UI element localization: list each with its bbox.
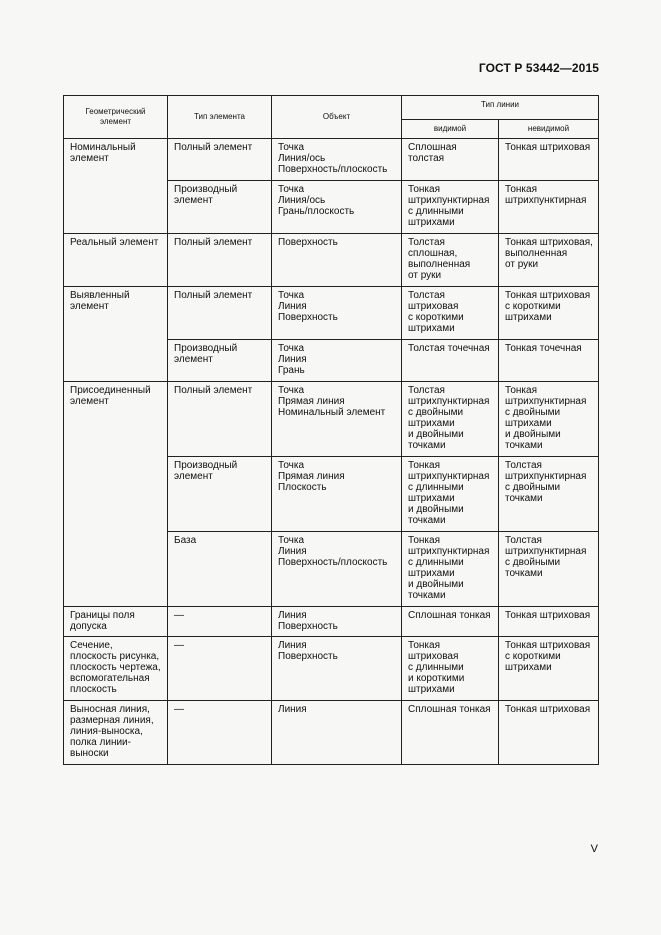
cell-object-line: Прямая линия — [278, 471, 345, 482]
cell-element-type-line: Полный элемент — [174, 142, 253, 153]
cell-visible-line — [402, 637, 499, 701]
cell-object — [272, 637, 402, 701]
cell-geom-element — [64, 382, 168, 607]
cell-invisible-line — [499, 340, 599, 382]
header-object: Объект — [272, 96, 402, 139]
cell-invisible-line-line: Толстая — [505, 535, 542, 546]
cell-visible-line-line: штрихами — [408, 323, 455, 334]
cell-object-line: Поверхность/плоскость — [278, 557, 388, 568]
table-row — [64, 234, 599, 287]
cell-visible-line-line: и двойными — [408, 504, 464, 515]
header-line-type: Тип линии — [402, 96, 599, 120]
cell-geom-element-line: элемент — [70, 301, 109, 312]
cell-element-type-line: Полный элемент — [174, 290, 253, 301]
cell-geom-element-line: Границы поля — [70, 610, 135, 621]
cell-visible-line-line: штрихпунктирная — [408, 471, 490, 482]
cell-visible-line-line: штрихами — [408, 217, 455, 228]
cell-invisible-line-line: Тонкая — [505, 385, 537, 396]
cell-element-type — [168, 457, 272, 532]
cell-element-type-line: Полный элемент — [174, 385, 253, 396]
cell-element-type — [168, 701, 272, 765]
cell-geom-element-line: элемент — [70, 153, 109, 164]
cell-object — [272, 234, 402, 287]
cell-object-line: Линия — [278, 354, 307, 365]
cell-visible-line-line: с короткими — [408, 312, 464, 323]
cell-visible-line — [402, 457, 499, 532]
cell-visible-line — [402, 701, 499, 765]
cell-visible-line-line: Сплошная тонкая — [408, 610, 491, 621]
cell-object-line: Грань — [278, 365, 305, 376]
cell-visible-line-line: Толстая точечная — [408, 343, 490, 354]
cell-element-type-line: Производный — [174, 460, 238, 471]
cell-invisible-line — [499, 607, 599, 637]
cell-visible-line-line: штриховая — [408, 301, 459, 312]
cell-visible-line — [402, 607, 499, 637]
cell-geom-element-line: элемент — [70, 396, 109, 407]
cell-visible-line-line: Толстая — [408, 237, 445, 248]
cell-invisible-line — [499, 637, 599, 701]
cell-object-line: Поверхность — [278, 312, 338, 323]
cell-visible-line-line: Сплошная — [408, 142, 457, 153]
cell-geom-element-line: Выносная линия, — [70, 704, 150, 715]
cell-invisible-line-line: от руки — [505, 259, 539, 270]
cell-object-line: Точка — [278, 385, 305, 396]
cell-object — [272, 139, 402, 181]
cell-visible-line-line: штрихпунктирная — [408, 195, 490, 206]
cell-visible-line-line: с длинными — [408, 482, 464, 493]
cell-invisible-line-line: выполненная — [505, 248, 568, 259]
cell-geom-element-line: плоскость рисунка, — [70, 651, 160, 662]
cell-invisible-line-line: точками — [505, 493, 543, 504]
cell-object-line: Поверхность — [278, 621, 338, 632]
cell-object-line: Линия — [278, 610, 307, 621]
cell-invisible-line — [499, 701, 599, 765]
cell-geom-element-line: Выявленный — [70, 290, 130, 301]
cell-element-type — [168, 637, 272, 701]
cell-invisible-line-line: Толстая — [505, 460, 542, 471]
cell-visible-line-line: точками — [408, 590, 446, 601]
cell-object-line: Плоскость — [278, 482, 327, 493]
table-row — [64, 701, 599, 765]
cell-visible-line-line: Сплошная тонкая — [408, 704, 491, 715]
header-visible: видимой — [402, 120, 499, 139]
cell-geom-element-line: выноски — [70, 748, 109, 759]
cell-geom-element-line: Номинальный — [70, 142, 136, 153]
cell-visible-line-line: штрихами — [408, 493, 455, 504]
cell-invisible-line-line: с двойными — [505, 407, 561, 418]
cell-object-line: Грань/плоскость — [278, 206, 355, 217]
cell-visible-line-line: толстая — [408, 153, 445, 164]
cell-invisible-line-line: штрихами — [505, 312, 552, 323]
cell-visible-line-line: Тонкая — [408, 460, 440, 471]
cell-invisible-line-line: штрихпунктирная — [505, 396, 587, 407]
cell-visible-line — [402, 382, 499, 457]
cell-geom-element — [64, 234, 168, 287]
cell-geom-element-line: размерная линия, — [70, 715, 154, 726]
page-number: V — [590, 843, 598, 855]
table-header — [64, 96, 599, 139]
cell-invisible-line-line: Тонкая штриховая — [505, 610, 591, 621]
cell-geom-element-line: Присоединенный — [70, 385, 151, 396]
cell-element-type — [168, 532, 272, 607]
cell-visible-line — [402, 532, 499, 607]
cell-visible-line-line: штрихами — [408, 418, 455, 429]
cell-object-line: Линия — [278, 640, 307, 651]
cell-invisible-line-line: с короткими — [505, 301, 561, 312]
header-geom-element: Геометрический элемент — [64, 96, 168, 139]
cell-visible-line-line: Толстая — [408, 385, 445, 396]
table-row — [64, 607, 599, 637]
cell-invisible-line — [499, 457, 599, 532]
cell-geom-element — [64, 139, 168, 234]
cell-object-line: Поверхность/плоскость — [278, 164, 388, 175]
cell-visible-line-line: и двойными — [408, 579, 464, 590]
table-row — [64, 139, 599, 181]
cell-object — [272, 532, 402, 607]
cell-invisible-line-line: Тонкая штриховая, — [505, 237, 593, 248]
cell-visible-line-line: точками — [408, 515, 446, 526]
cell-object — [272, 287, 402, 340]
cell-invisible-line-line: точками — [505, 440, 543, 451]
cell-visible-line — [402, 181, 499, 234]
cell-visible-line-line: выполненная — [408, 259, 471, 270]
cell-invisible-line-line: Тонкая точечная — [505, 343, 582, 354]
cell-visible-line-line: с двойными — [408, 407, 464, 418]
cell-invisible-line-line: с двойными — [505, 482, 561, 493]
cell-visible-line-line: Тонкая — [408, 535, 440, 546]
cell-visible-line — [402, 340, 499, 382]
cell-geom-element-line: линия-выноска, — [70, 726, 143, 737]
table-row — [64, 637, 599, 701]
cell-object-line: Номинальный элемент — [278, 407, 386, 418]
cell-visible-line-line: штрихпунктирная — [408, 396, 490, 407]
cell-element-type — [168, 181, 272, 234]
cell-element-type-line: элемент — [174, 195, 213, 206]
cell-invisible-line-line: точками — [505, 568, 543, 579]
cell-invisible-line-line: штрихпунктирная — [505, 546, 587, 557]
cell-object — [272, 340, 402, 382]
cell-object-line: Линия — [278, 301, 307, 312]
cell-geom-element — [64, 701, 168, 765]
cell-invisible-line-line: Тонкая штриховая — [505, 640, 591, 651]
cell-visible-line-line: Толстая — [408, 290, 445, 301]
cell-geom-element-line: Сечение, — [70, 640, 113, 651]
cell-visible-line-line: штрихами — [408, 684, 455, 695]
cell-visible-line-line: штриховая — [408, 651, 459, 662]
cell-object-line: Точка — [278, 535, 305, 546]
cell-visible-line-line: с длинными — [408, 206, 464, 217]
cell-invisible-line-line: Тонкая штриховая — [505, 142, 591, 153]
cell-visible-line-line: Тонкая — [408, 640, 440, 651]
cell-object-line: Линия — [278, 546, 307, 557]
cell-visible-line-line: Тонкая — [408, 184, 440, 195]
cell-element-type — [168, 234, 272, 287]
cell-invisible-line-line: штрихпунктирная — [505, 195, 587, 206]
table-row — [64, 382, 599, 457]
cell-visible-line-line: с длинными — [408, 662, 464, 673]
cell-visible-line-line: штрихами — [408, 568, 455, 579]
cell-invisible-line — [499, 287, 599, 340]
cell-visible-line — [402, 287, 499, 340]
cell-element-type-line: Полный элемент — [174, 237, 253, 248]
cell-invisible-line-line: и двойными — [505, 429, 561, 440]
cell-visible-line — [402, 234, 499, 287]
cell-object — [272, 457, 402, 532]
cell-object — [272, 382, 402, 457]
cell-object — [272, 701, 402, 765]
cell-invisible-line — [499, 181, 599, 234]
cell-visible-line-line: с длинными — [408, 557, 464, 568]
cell-element-type-line: — — [174, 610, 184, 621]
cell-invisible-line — [499, 234, 599, 287]
cell-geom-element — [64, 607, 168, 637]
cell-element-type-line: — — [174, 640, 184, 651]
cell-object — [272, 181, 402, 234]
cell-object-line: Линия — [278, 704, 307, 715]
header-element-type: Тип элемента — [168, 96, 272, 139]
cell-visible-line-line: сплошная, — [408, 248, 458, 259]
table-body — [64, 139, 599, 765]
cell-invisible-line — [499, 139, 599, 181]
cell-invisible-line — [499, 532, 599, 607]
cell-element-type — [168, 607, 272, 637]
cell-invisible-line-line: с короткими — [505, 651, 561, 662]
cell-invisible-line-line: с двойными — [505, 557, 561, 568]
cell-visible-line-line: от руки — [408, 270, 442, 281]
cell-geom-element-line: плоскость чертежа, — [70, 662, 161, 673]
cell-invisible-line-line: Тонкая — [505, 184, 537, 195]
cell-visible-line-line: точками — [408, 440, 446, 451]
cell-element-type — [168, 340, 272, 382]
cell-object-line: Точка — [278, 343, 305, 354]
standard-number: ГОСТ Р 53442—2015 — [478, 61, 599, 75]
cell-element-type-line: Производный — [174, 184, 238, 195]
cell-visible-line-line: штрихпунктирная — [408, 546, 490, 557]
cell-geom-element-line: Реальный элемент — [70, 237, 159, 248]
cell-invisible-line-line: штрихпунктирная — [505, 471, 587, 482]
cell-object-line: Точка — [278, 460, 305, 471]
cell-invisible-line-line: штрихами — [505, 662, 552, 673]
cell-element-type-line: База — [174, 535, 197, 546]
cell-element-type-line: элемент — [174, 471, 213, 482]
cell-geom-element-line: полка линии- — [70, 737, 131, 748]
cell-object-line: Поверхность — [278, 651, 338, 662]
cell-object-line: Точка — [278, 290, 305, 301]
cell-element-type-line: Производный — [174, 343, 238, 354]
cell-geom-element-line: допуска — [70, 621, 107, 632]
cell-object-line: Точка — [278, 142, 305, 153]
cell-element-type-line: элемент — [174, 354, 213, 365]
cell-invisible-line-line: штрихами — [505, 418, 552, 429]
cell-invisible-line-line: Тонкая штриховая — [505, 704, 591, 715]
cell-invisible-line-line: Тонкая штриховая — [505, 290, 591, 301]
cell-object-line: Линия/ось — [278, 153, 326, 164]
table-row — [64, 287, 599, 340]
cell-object-line: Прямая линия — [278, 396, 345, 407]
cell-geom-element-line: вспомогательная — [70, 673, 150, 684]
cell-element-type-line: — — [174, 704, 184, 715]
cell-object-line: Линия/ось — [278, 195, 326, 206]
cell-element-type — [168, 382, 272, 457]
cell-visible-line-line: и двойными — [408, 429, 464, 440]
header-invisible: невидимой — [499, 120, 599, 139]
cell-invisible-line — [499, 382, 599, 457]
cell-geom-element — [64, 637, 168, 701]
cell-visible-line — [402, 139, 499, 181]
cell-geom-element-line: плоскость — [70, 684, 117, 695]
cell-element-type — [168, 139, 272, 181]
cell-element-type — [168, 287, 272, 340]
cell-object-line: Поверхность — [278, 237, 338, 248]
cell-visible-line-line: и короткими — [408, 673, 465, 684]
cell-geom-element — [64, 287, 168, 382]
cell-object — [272, 607, 402, 637]
cell-object-line: Точка — [278, 184, 305, 195]
line-types-table — [63, 95, 599, 765]
